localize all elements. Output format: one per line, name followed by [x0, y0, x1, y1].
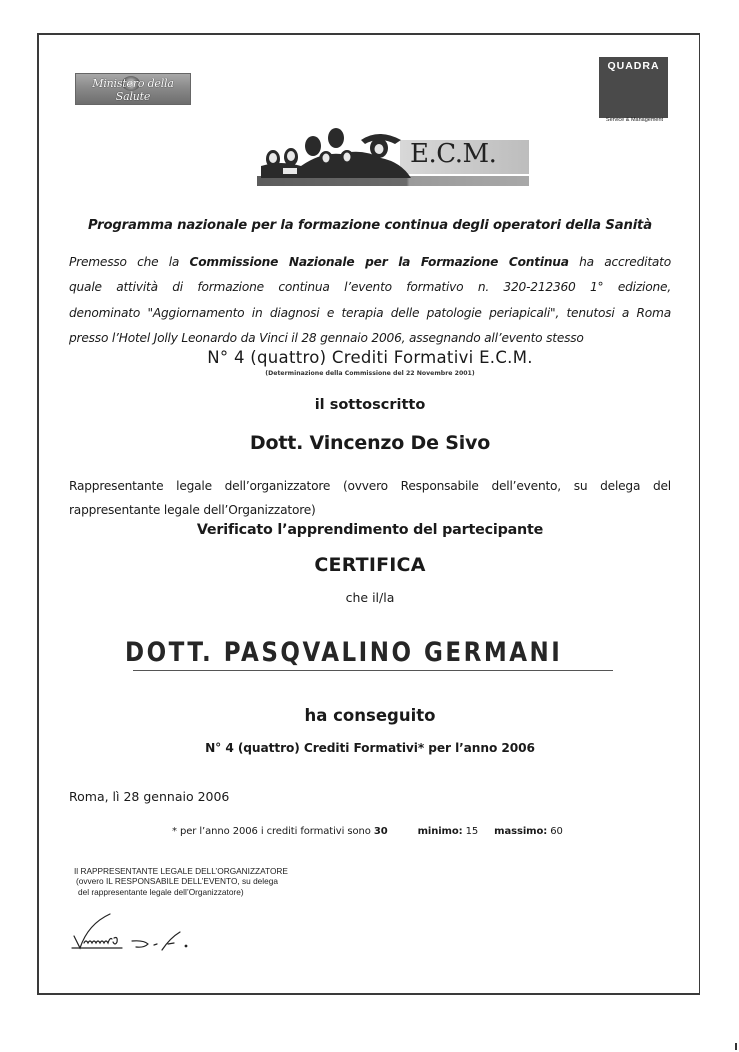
- footnote-total: 30: [373, 826, 388, 837]
- legal-rep-line: (ovvero IL RESPONSABILE DELL’EVENTO, su delega: [76, 876, 278, 887]
- undersigned-label: il sottoscritto: [314, 397, 426, 413]
- signer-role: [69, 474, 671, 522]
- painting-figures-icon: [261, 126, 411, 178]
- premise-line: quale attività di formazione continua l’evento formativo n. 320-212360 1° edizione,: [69, 280, 671, 295]
- participant-name: DOTT. PASQVALINO GERMANI: [125, 638, 563, 668]
- quadra-logo: [599, 57, 668, 118]
- signer-role-line: rappresentante legale dell’Organizzatore): [69, 503, 316, 517]
- legal-rep-line: Il RAPPRESENTANTE LEGALE DELL’ORGANIZZATORE: [74, 866, 288, 876]
- premise-paragraph: [69, 250, 671, 351]
- verified-label: Verificato l’apprendimento del partecipante: [196, 522, 544, 538]
- ministero-salute-logo: [75, 73, 191, 105]
- premise-line: [69, 250, 671, 275]
- place-date: Roma, lì 28 gennaio 2006: [69, 789, 230, 804]
- certifies-heading: CERTIFICA: [314, 554, 426, 576]
- legal-rep-line: del rappresentante legale dell’Organizzatore): [78, 886, 244, 897]
- quadra-logo-text: QUADRA: [607, 60, 660, 72]
- premise-line: presso l’Hotel Jolly Leonardo da Vinci il 28 gennaio 2006, assegnando all’evento stesso: [69, 330, 584, 345]
- achieved-label: ha conseguito: [304, 706, 436, 725]
- che-label: che il/la: [345, 590, 395, 605]
- footnote-min-label: minimo:: [417, 826, 463, 837]
- footnote-min-value: 15: [462, 826, 479, 837]
- premise-text: Premesso che la: [69, 255, 190, 269]
- credits-year: N° 4 (quattro) Crediti Formativi* per l’anno 2006: [205, 741, 535, 755]
- signer-role-line: Rappresentante legale dell’organizzatore (ovvero Responsabile dell’evento, su delega del: [69, 479, 671, 493]
- footnote-text: * per l’anno 2006 i crediti formativi sono: [172, 826, 374, 837]
- ecm-banner-text: E.C.M.: [410, 139, 497, 169]
- participant-underline: [133, 670, 613, 671]
- premise-line: denominato "Aggiornamento in diagnosi e terapia delle patologie periapicali", tenutosi a Roma: [69, 305, 671, 320]
- ecm-banner: [255, 126, 529, 188]
- signature-icon: [70, 910, 230, 960]
- credits-determination: (Determinazione della Commissione del 22 Novembre 2001): [265, 370, 475, 377]
- commission-name: Commissione Nazionale per la Formazione Continua: [189, 255, 569, 269]
- ministero-logo-text: Ministero della Salute: [92, 77, 174, 103]
- signer-name: Dott. Vincenzo De Sivo: [249, 432, 491, 454]
- quadra-tagline: Service & Management: [605, 117, 664, 123]
- program-heading: Programma nazionale per la formazione continua degli operatori della Sanità: [88, 218, 652, 233]
- credits-footnote: [172, 826, 563, 837]
- credits-awarded: N° 4 (quattro) Crediti Formativi E.C.M.: [207, 348, 533, 367]
- footnote-max-label: massimo:: [494, 826, 548, 837]
- legal-representative-caption: [74, 866, 288, 897]
- scan-edge-mark: [735, 1043, 737, 1050]
- premise-text: ha accreditato: [568, 255, 671, 269]
- participant-field: [125, 638, 615, 672]
- footnote-max-value: 60: [547, 826, 563, 837]
